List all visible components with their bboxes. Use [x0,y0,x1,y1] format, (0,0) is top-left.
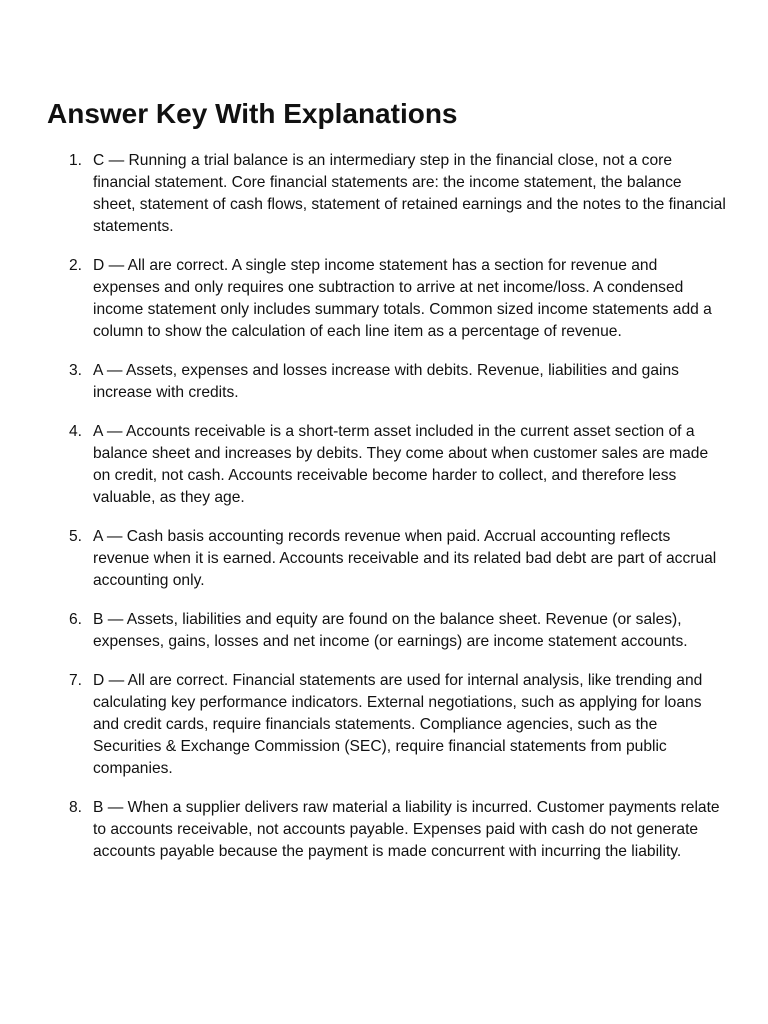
item-text: C — Running a trial balance is an intermediary step in the financial close, not a core financial statement. Core financial statements are: the income statement, the balance sheet, statement of cash flows, statement of retained earnings and the notes to the financial statements. [93,152,726,235]
item-number: 7. [69,672,83,689]
list-item [0,797,768,863]
list-item [0,421,768,509]
item-number: 5. [69,528,83,545]
item-number: 8. [69,799,83,816]
answer-list [0,150,768,880]
list-item [0,150,768,238]
list-item [0,255,768,343]
item-text: A — Accounts receivable is a short-term asset included in the current asset section of a balance sheet and increases by debits. They come about when customer sales are made on credit, not cash. Accounts receivable become harder to collect, and therefore less valuable, as they age. [93,423,709,506]
item-number: 6. [69,611,83,628]
item-text: A — Assets, expenses and losses increase with debits. Revenue, liabilities and gains increase with credits. [93,362,679,401]
item-number: 2. [69,257,83,274]
item-number: 3. [69,362,83,379]
item-text: A — Cash basis accounting records revenue when paid. Accrual accounting reflects revenue when it is earned. Accounts receivable and its related bad debt are part of accrual accounting only. [93,528,717,589]
item-text: D — All are correct. Financial statements are used for internal analysis, like trending and calculating key performance indicators. External negotiations, such as applying for loans and credit cards, require financials statements. Compliance agencies, such as the Securities & Exchange Commission (SEC), require financial statements from public companies. [93,672,703,777]
page-title: Answer Key With Explanations [47,98,458,129]
item-number: 1. [69,152,83,169]
list-item [0,670,768,780]
item-text: B — When a supplier delivers raw material a liability is incurred. Customer payments relate to accounts receivable, not accounts payable. Expenses paid with cash do not generate accounts payable because the payment is made concurrent with incurring the liability. [93,799,720,860]
list-item [0,609,768,653]
item-text: B — Assets, liabilities and equity are found on the balance sheet. Revenue (or sales), expenses, gains, losses and net income (or earnings) are income statement accounts. [93,611,688,650]
item-number: 4. [69,423,83,440]
list-item [0,526,768,592]
list-item [0,360,768,404]
item-text: D — All are correct. A single step income statement has a section for revenue and expenses and only requires one subtraction to arrive at net income/loss. A condensed income statement only includes summary totals. Common sized income statements add a column to show the calculation of each line item as a percentage of revenue. [93,257,712,340]
